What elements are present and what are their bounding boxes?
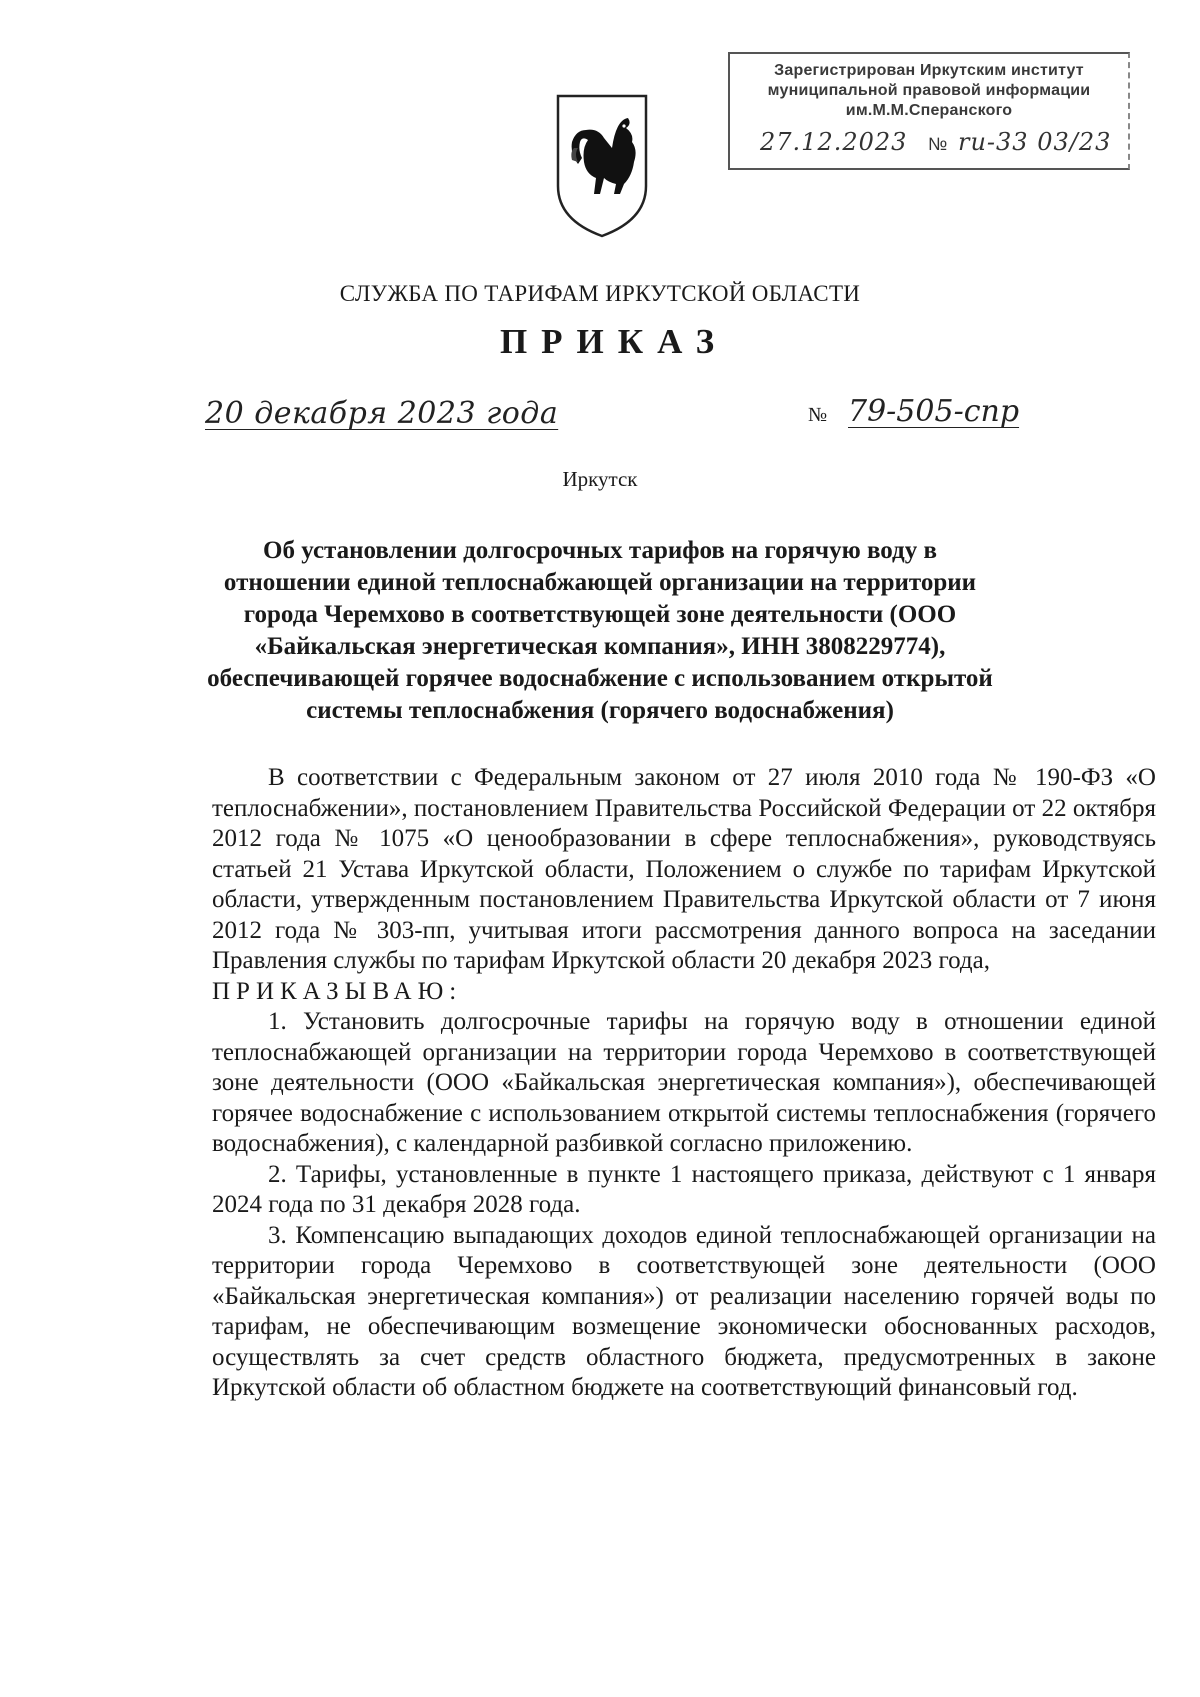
document-body bbox=[212, 763, 1156, 1404]
document-type: ПРИКАЗ bbox=[499, 322, 729, 361]
irkutsk-coat-of-arms-icon bbox=[552, 90, 652, 240]
order-date: 20 декабря 2023 года bbox=[205, 396, 559, 431]
order-item-3: 3. Компенсацию выпадающих доходов единой теплоснабжающей организации на территории города Черемхово в соответствующей зоне деятельности (ООО «Байкальская энергетическая компания») от реализации населению горячей воды по тарифам, не обеспечивающим возмещение экономически обоснованных расходов, осуществлять за счет средств областного бюджета, предусмотренных в законе Иркутской области об областном бюджете на соответствующий финансовый год. bbox=[212, 1221, 1156, 1401]
order-number-label: № bbox=[808, 404, 828, 426]
order-verb: ПРИКАЗЫВАЮ: bbox=[212, 977, 463, 1005]
registration-stamp bbox=[728, 52, 1130, 170]
order-item-1: 1. Установить долгосрочные тарифы на горячую воду в отношении единой теплоснабжающей организации на территории города Черемхово в соответствующей зоне деятельности (ООО «Байкальская энергетическая компания»), обеспечивающей горячее водоснабжение с использованием открытой системы теплоснабжения (горячего водоснабжения), с календарной разбивкой согласно приложению. bbox=[212, 1008, 1156, 1157]
organization-name: СЛУЖБА ПО ТАРИФАМ ИРКУТСКОЙ ОБЛАСТИ bbox=[339, 281, 861, 306]
order-number: 79-505-спр bbox=[848, 394, 1020, 429]
stamp-line-2: муниципальной правовой информации bbox=[767, 82, 1091, 99]
stamp-line-1: Зарегистрирован Иркутским институт bbox=[774, 62, 1084, 79]
stamp-line-3: им.М.М.Сперанского bbox=[845, 102, 1013, 119]
preamble-paragraph: В соответствии с Федеральным законом от 27 июля 2010 года № 190-ФЗ «О теплоснабжении», постановлением Правительства Российской Федерации от 22 октября 2012 года № 1075 «О ценообразовании в сфере теплоснабжения», руководствуясь статьей 21 Устава Иркутской области, Положением о службе по тарифам Иркутской области, утвержденным постановлением Правительства Иркутской области от 7 июня 2012 года № 303-пп, учитывая итоги рассмотрения данного вопроса на заседании Правления службы по тарифам Иркутской области 20 декабря 2023 года, bbox=[212, 764, 1156, 974]
stamp-number-label: № bbox=[928, 134, 948, 154]
stamp-registration-date: 27.12.2023 bbox=[760, 128, 908, 156]
document-title: Об установлении долгосрочных тарифов на горячую воду в отношении единой теплоснабжающей организации на территории города Черемхово в соответствующей зоне деятельности (ООО «Байкальская энергетическая компания», ИНН 3808229774), обеспечивающей горячее водоснабжение с использованием открытой системы теплоснабжения (горячего водоснабжения) bbox=[207, 537, 993, 724]
city: Иркутск bbox=[562, 467, 638, 491]
order-item-2: 2. Тарифы, установленные в пункте 1 настоящего приказа, действуют с 1 января 2024 года по 31 декабря 2028 года. bbox=[212, 1160, 1156, 1218]
stamp-registration-number: ru-33 03/23 bbox=[958, 128, 1112, 156]
